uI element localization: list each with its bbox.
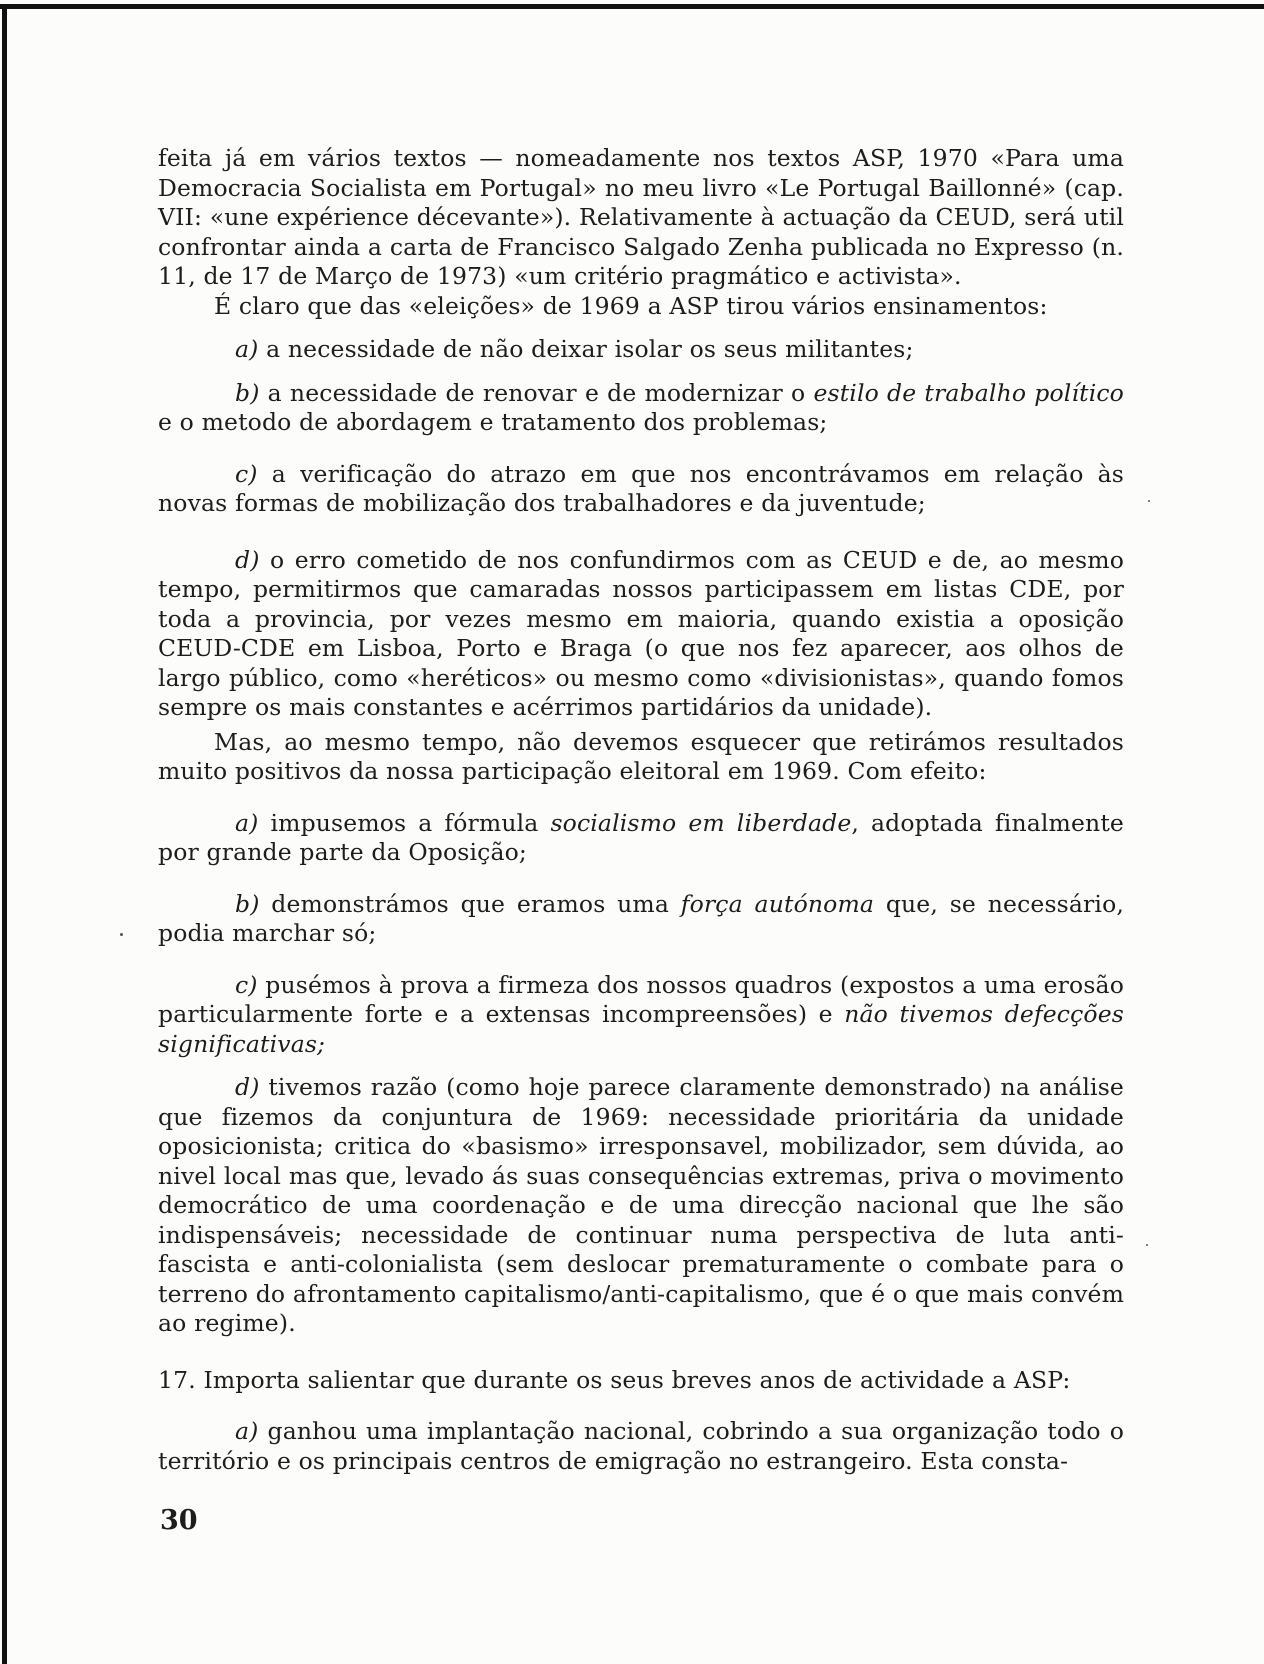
italic-text-run: d) <box>235 545 270 574</box>
text-run: impusemos a fórmula <box>270 808 551 837</box>
italic-text-run: c) <box>235 970 266 999</box>
text-run: 17. Importa salientar que durante os seus breves anos de actividade a ASP: <box>158 1365 1071 1394</box>
text-run: feita já em vários textos — nomeadamente nos textos ASP, 1970 «Para uma Democracia Socialista em Portugal» no meu livro «Le Portugal Baillonné» (cap. VII: «une expérience décevante»). Relativamente à actuação da CEUD, será util confrontar ainda a carta de Francisco Salgado Zenha publicada no Expresso (n. 11, de 17 de Março de 1973) «um critério pragmático e activista». <box>158 144 1124 290</box>
section-17-heading <box>158 1366 1124 1396</box>
list-item-result-d <box>158 1073 1124 1339</box>
italic-text-run: força autónoma <box>680 889 875 918</box>
scan-speck <box>120 933 123 936</box>
text-run: , adoptada finalmente por grande parte da Oposição; <box>158 808 1124 866</box>
italic-text-run: estilo de trabalho político <box>813 378 1124 407</box>
italic-text-run: a) <box>235 1417 268 1445</box>
text-run: a verificação do atrazo em que nos encontrávamos em relação às novas formas de mobilização dos trabalhadores e da juventude; <box>158 459 1125 517</box>
body-text <box>158 144 1124 1476</box>
paragraph-positive-results <box>158 728 1124 787</box>
text-run: É claro que das «eleições» de 1969 a ASP tirou vários ensinamentos: <box>214 291 1048 320</box>
text-run: e o metodo de abordagem e tratamento dos problemas; <box>158 408 828 436</box>
text-run: que, se necessário, podia marchar só; <box>158 889 1124 947</box>
scan-border-top <box>0 4 1264 9</box>
italic-text-run: não tivemos defecções significativas; <box>158 1000 1124 1058</box>
list-item-result-c <box>158 971 1124 1060</box>
list-item-result-b <box>158 890 1124 949</box>
scan-border-left <box>2 4 7 1664</box>
text-run: ganhou uma implantação nacional, cobrindo a sua organização todo o território e os principais centros de emigração no estrangeiro. Esta consta- <box>158 1417 1124 1475</box>
italic-text-run: b) <box>235 378 268 407</box>
text-run: o erro cometido de nos confundirmos com as CEUD e de, ao mesmo tempo, permitirmos que camaradas nossos participassem em listas CDE, por toda a provincia, por vezes mesmo em maioria, quando existia a oposição CEUD-CDE em Lisboa, Porto e Braga (o que nos fez aparecer, aos olhos de largo público, como «heréticos» ou mesmo como «divisionistas», quando fomos sempre os mais constantes e acérrimos partidários da unidade). <box>158 545 1124 721</box>
list-item-result-a <box>158 809 1124 868</box>
scan-speck <box>1146 1244 1148 1246</box>
text-run: demonstrámos que eramos uma <box>271 889 681 918</box>
text-run: tivemos razão (como hoje parece claramente demonstrado) na análise que fizemos da conjuntura de 1969: necessidade prioritária da unidade oposicionista; critica do «basismo» irresponsavel, mobilizador, sem dúvida, ao nivel local mas que, levado ás suas consequências extremas, priva o movimento democrático de uma coordenação e de uma direcção nacional que lhe são indispensáveis; necessidade de continuar numa perspectiva de luta anti-fascista e anti-colonialista (sem deslocar prematuramente o combate para o terreno do afrontamento capitalismo/anti-capitalismo, que é o que mais convém ao regime). <box>158 1073 1124 1337</box>
italic-text-run: d) <box>235 1073 269 1101</box>
text-run: pusémos à prova a firmeza dos nossos quadros (expostos a uma erosão particularmente forte e a extensas incompreensões) e <box>158 970 1125 1028</box>
list-item-lesson-a <box>158 335 1124 365</box>
page-number: 30 <box>160 1505 198 1536</box>
scan-speck <box>1148 500 1150 502</box>
paragraph-lessons-intro <box>158 292 1124 322</box>
italic-text-run: socialismo em liberdade <box>550 808 852 837</box>
list-item-lesson-d <box>158 546 1124 723</box>
text-run: a necessidade de não deixar isolar os seus militantes; <box>266 335 914 363</box>
italic-text-run: c) <box>235 459 272 488</box>
italic-text-run: b) <box>235 889 272 918</box>
text-run: a necessidade de renovar e de modernizar o <box>267 378 814 407</box>
paragraph-continuation <box>158 144 1124 292</box>
list-item-activity-a <box>158 1417 1124 1476</box>
list-item-lesson-c <box>158 460 1124 519</box>
list-item-lesson-b <box>158 379 1124 438</box>
italic-text-run: a) <box>235 335 267 363</box>
text-run: Mas, ao mesmo tempo, não devemos esquecer que retirámos resultados muito positivos da nossa participação eleitoral em 1969. Com efeito: <box>158 727 1124 785</box>
italic-text-run: a) <box>235 808 271 837</box>
